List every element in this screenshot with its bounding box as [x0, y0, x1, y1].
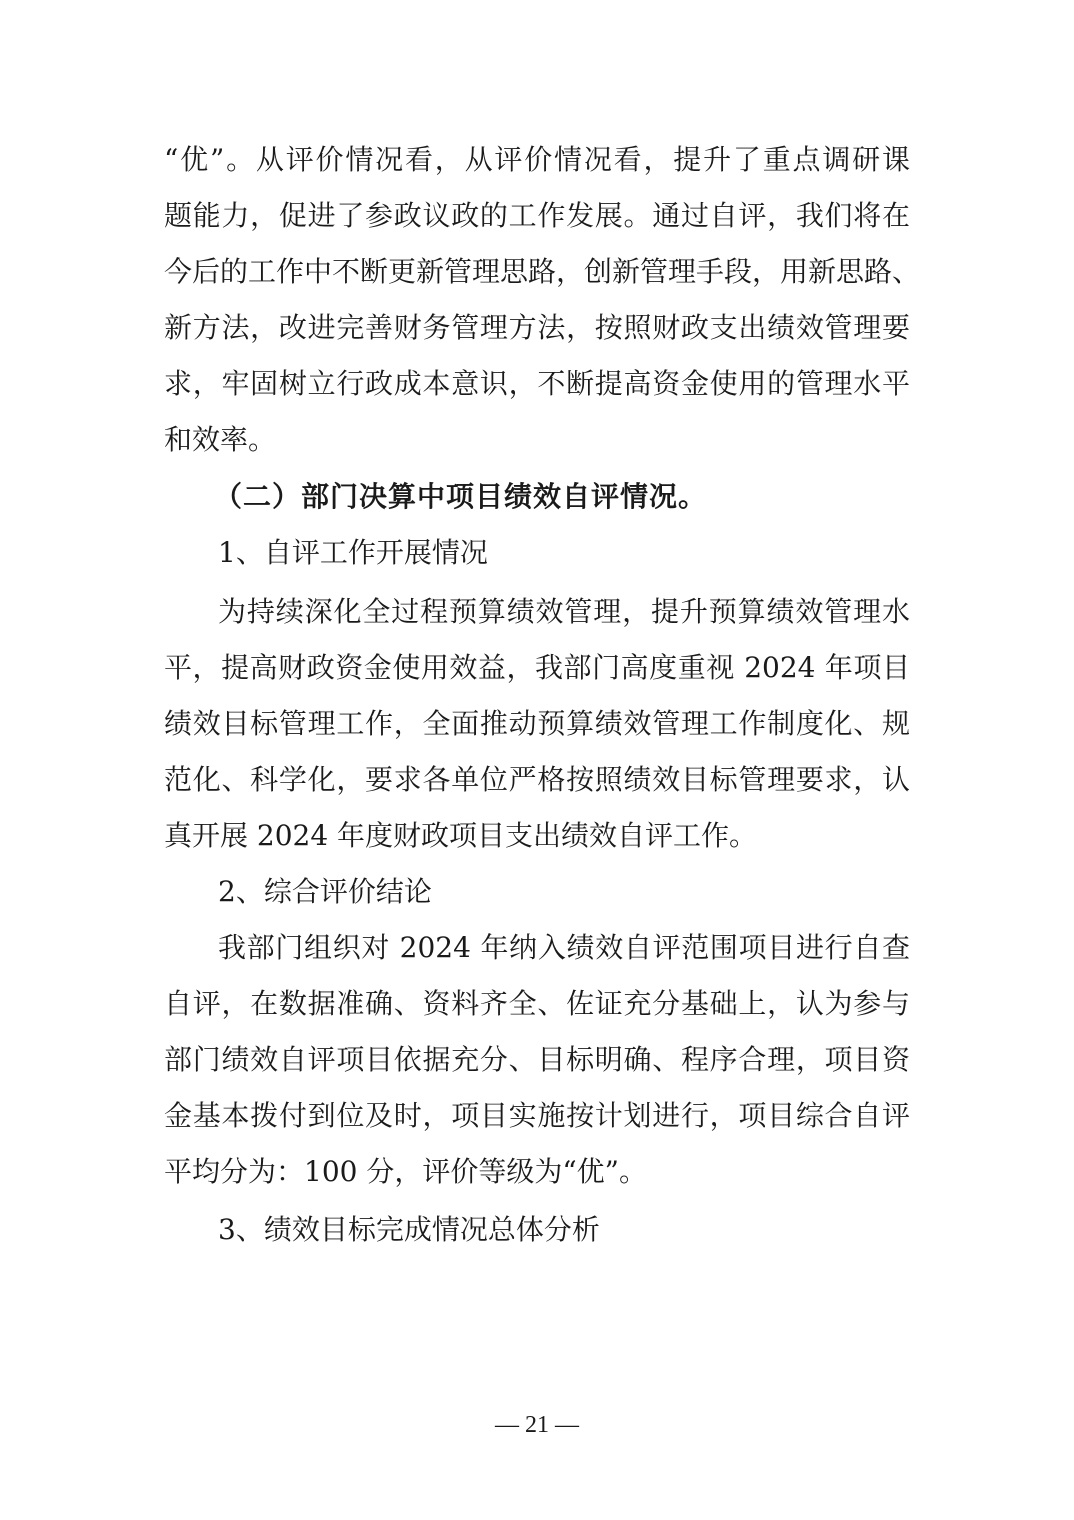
paragraph-2-line-4: 范化、科学化，要求各单位严格按照绩效目标管理要求，认: [164, 763, 910, 796]
item-3-title: 3、绩效目标完成情况总体分析: [218, 1213, 600, 1246]
paragraph-3-line-3: 部门绩效自评项目依据充分、目标明确、程序合理，项目资: [164, 1043, 910, 1076]
paragraph-1-line-4: 新方法，改进完善财务管理方法，按照财政支出绩效管理要: [164, 311, 910, 344]
paragraph-1-line-3: 今后的工作中不断更新管理思路，创新管理手段，用新思路、: [164, 255, 921, 288]
paragraph-3-line-2: 自评，在数据准确、资料齐全、佐证充分基础上，认为参与: [164, 987, 910, 1020]
paragraph-3-line-4: 金基本拨付到位及时，项目实施按计划进行，项目综合自评: [164, 1099, 910, 1132]
section-heading: （二）部门决算中项目绩效自评情况。: [214, 480, 708, 513]
paragraph-3-line-5: 平均分为：100 分，评价等级为“优”。: [164, 1155, 647, 1188]
item-1-title: 1、自评工作开展情况: [218, 536, 488, 569]
paragraph-2-line-3: 绩效目标管理工作，全面推动预算绩效管理工作制度化、规: [164, 707, 910, 740]
paragraph-2-line-2: 平，提高财政资金使用效益，我部门高度重视 2024 年项目: [164, 651, 910, 684]
item-2-title: 2、综合评价结论: [218, 875, 432, 908]
paragraph-1-line-6: 和效率。: [164, 423, 277, 456]
paragraph-2-line-1: 为持续深化全过程预算绩效管理，提升预算绩效管理水: [218, 595, 910, 628]
paragraph-3-line-1: 我部门组织对 2024 年纳入绩效自评范围项目进行自查: [218, 931, 910, 964]
paragraph-1-line-1: “优”。从评价情况看，从评价情况看，提升了重点调研课: [164, 143, 910, 176]
page-number: — 21 —: [495, 1412, 579, 1438]
paragraph-1-line-5: 求，牢固树立行政成本意识，不断提高资金使用的管理水平: [164, 367, 910, 400]
paragraph-1-line-2: 题能力，促进了参政议政的工作发展。通过自评，我们将在: [164, 199, 910, 232]
paragraph-2-line-5: 真开展 2024 年度财政项目支出绩效自评工作。: [164, 819, 758, 852]
